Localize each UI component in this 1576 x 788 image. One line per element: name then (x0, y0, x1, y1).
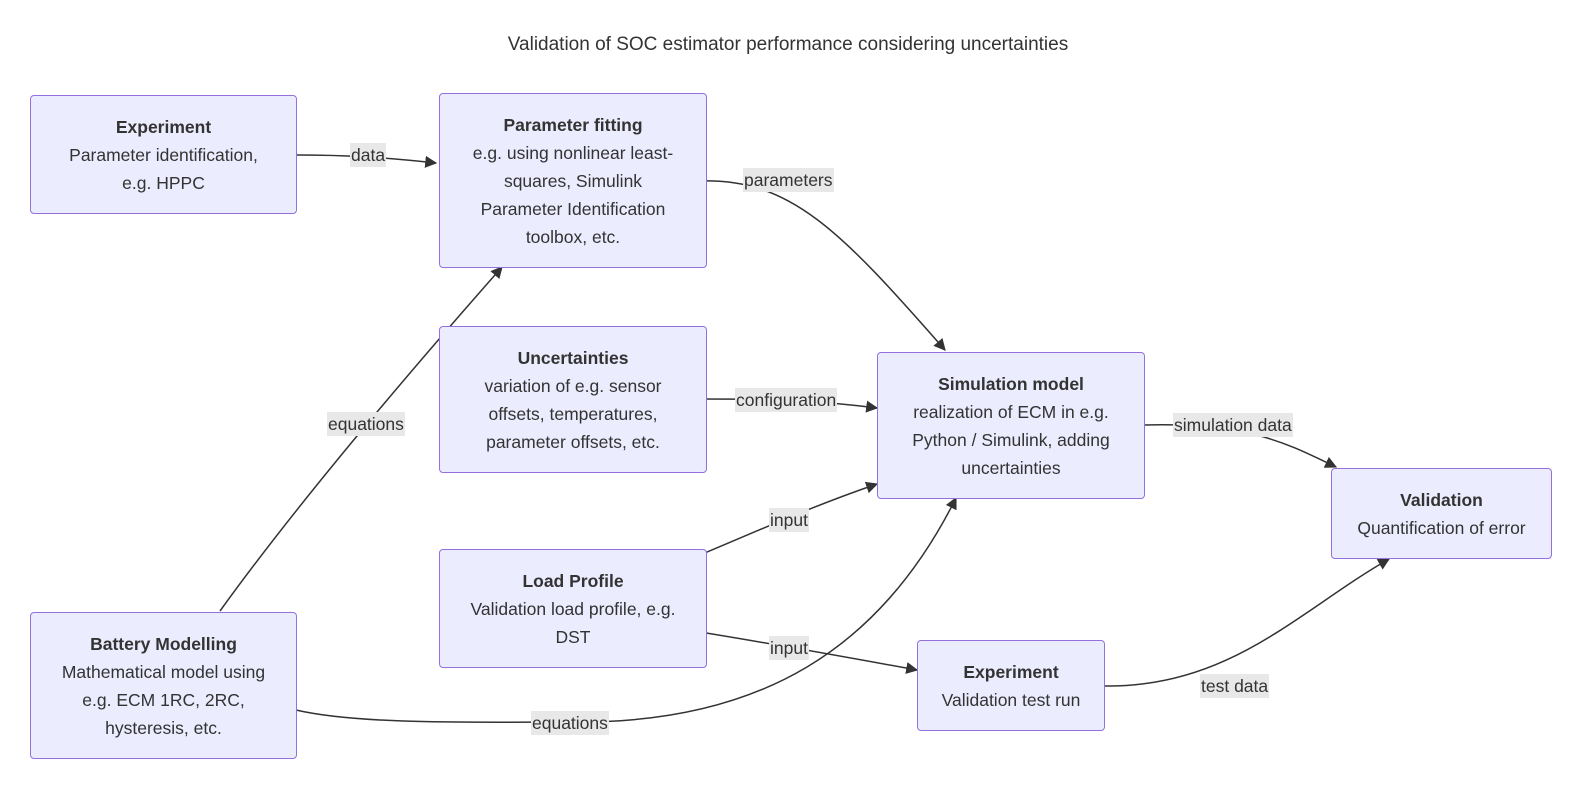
edge-label-test-data: test data (1201, 676, 1269, 696)
node-text-line: Parameter Identification (480, 198, 666, 219)
node-title: Simulation model (938, 373, 1084, 394)
diagram-title: Validation of SOC estimator performance considering uncertainties (507, 34, 1069, 55)
node-uncertainties[interactable] (439, 326, 707, 473)
edge-label-data: data (351, 145, 386, 165)
node-text-line: squares, Simulink (503, 170, 643, 191)
node-text-line: Python / Simulink, adding (912, 429, 1110, 450)
edge-label-simulation-data: simulation data (1174, 415, 1292, 435)
node-validation[interactable] (1331, 468, 1552, 559)
node-text-line: DST (555, 626, 591, 647)
node-experiment-parameter-identification[interactable] (30, 95, 297, 214)
node-text-line: Validation test run (941, 689, 1081, 710)
node-experiment-validation-test-run[interactable] (917, 640, 1105, 731)
node-text-line: uncertainties (961, 457, 1061, 478)
node-text-line: Mathematical model using (61, 661, 266, 682)
node-text-line: e.g. using nonlinear least- (472, 142, 674, 163)
node-title: Uncertainties (517, 347, 629, 368)
node-text-line: e.g. HPPC (122, 172, 205, 193)
edge-label-equations-sim: equations (532, 713, 608, 733)
node-text-line: Validation load profile, e.g. (470, 598, 676, 619)
node-title: Battery Modelling (90, 633, 237, 654)
edge-parameters (700, 181, 945, 350)
edge-test-data (1104, 559, 1389, 686)
node-text-line: Parameter identification, (69, 144, 258, 165)
node-simulation-model[interactable] (877, 352, 1145, 499)
edge-label-equations-fit: equations (328, 414, 404, 434)
node-title: Parameter fitting (503, 114, 643, 135)
edge-label-input-exp: input (770, 638, 808, 658)
edge-label-parameters: parameters (744, 170, 833, 190)
node-load-profile[interactable] (439, 549, 707, 668)
edge-label-input-sim: input (770, 510, 808, 530)
edge-label-configuration: configuration (736, 390, 837, 410)
node-text-line: parameter offsets, etc. (486, 431, 660, 452)
node-title: Validation (1400, 489, 1483, 510)
node-title: Experiment (963, 661, 1059, 682)
node-text-line: toolbox, etc. (525, 226, 621, 247)
node-text-line: e.g. ECM 1RC, 2RC, (82, 689, 245, 710)
node-text-line: realization of ECM in e.g. (913, 401, 1109, 422)
node-title: Experiment (115, 116, 212, 137)
node-text-line: variation of e.g. sensor (484, 375, 662, 396)
node-text-line: offsets, temperatures, (488, 403, 658, 424)
node-text-line: hysteresis, etc. (105, 717, 222, 738)
node-battery-modelling[interactable] (30, 612, 297, 759)
node-text-line: Quantification of error (1357, 517, 1526, 538)
node-parameter-fitting[interactable] (439, 93, 707, 268)
node-title: Load Profile (522, 570, 624, 591)
